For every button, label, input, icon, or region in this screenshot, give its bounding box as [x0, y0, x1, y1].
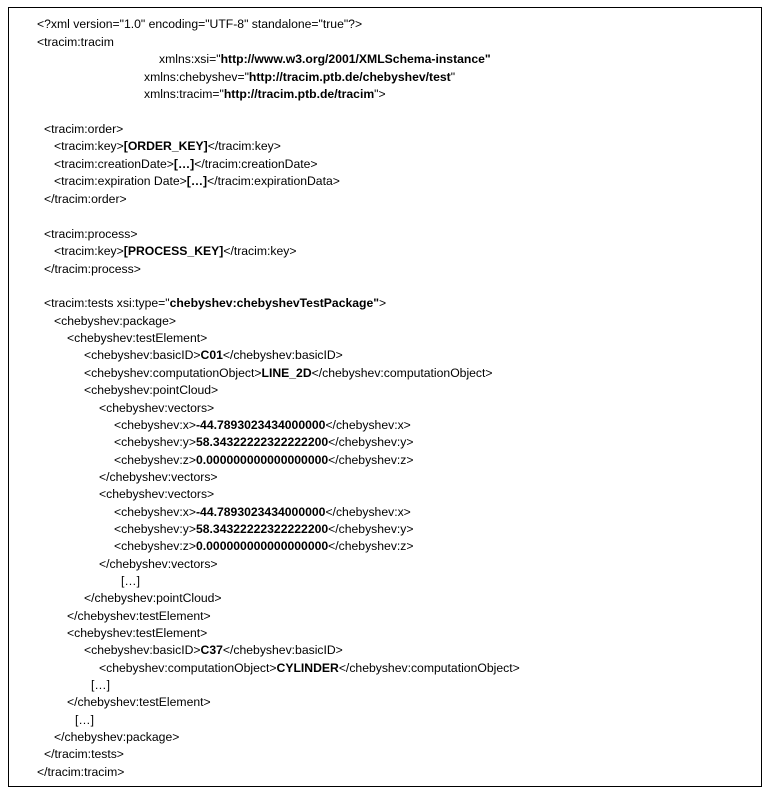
code-line [44, 121, 123, 138]
code-markup: <chebyshev:y> [114, 522, 196, 536]
code-line [91, 677, 110, 694]
code-markup: <chebyshev:vectors> [99, 401, 215, 415]
code-markup: </chebyshev:z> [328, 453, 414, 467]
code-markup: <chebyshev:computationObject> [84, 366, 262, 380]
code-line [37, 764, 124, 781]
code-value: -44.7893023434000000 [195, 418, 326, 432]
code-line [44, 295, 386, 312]
code-markup: </chebyshev:basicID> [222, 643, 343, 657]
code-markup: </tracim:creationDate> [194, 157, 318, 171]
code-markup: </chebyshev:testElement> [67, 609, 211, 623]
code-markup: </tracim:key> [223, 244, 297, 258]
code-value: 58.34322222322222200 [195, 435, 329, 449]
code-value: [PROCESS_KEY] [123, 244, 224, 258]
code-markup: </chebyshev:testElement> [67, 695, 211, 709]
code-markup: <tracim:key> [54, 139, 124, 153]
code-line [84, 347, 343, 364]
code-markup: <tracim:order> [44, 122, 124, 136]
code-line [67, 625, 207, 642]
code-markup: <tracim:tracim [37, 35, 114, 49]
code-line [114, 434, 414, 451]
code-line [44, 746, 124, 763]
code-value: chebyshev:chebyshevTestPackage" [169, 296, 380, 310]
code-markup: </chebyshev:vectors> [99, 557, 218, 571]
code-markup: <tracim:expiration Date> [54, 174, 187, 188]
code-markup: <tracim:key> [54, 244, 124, 258]
code-value: http://tracim.ptb.de/tracim [223, 87, 375, 101]
code-markup: <chebyshev:z> [114, 453, 196, 467]
code-markup: […] [121, 574, 140, 588]
code-line [54, 138, 281, 155]
code-line [121, 573, 140, 590]
code-markup: </chebyshev:y> [328, 522, 414, 536]
code-markup: </chebyshev:package> [54, 730, 180, 744]
code-line [114, 417, 411, 434]
code-markup: "> [374, 87, 386, 101]
code-line [44, 261, 141, 278]
code-markup: </chebyshev:computationObject> [338, 661, 520, 675]
code-markup: <tracim:tests xsi:type=" [44, 296, 170, 310]
code-markup: </tracim:process> [44, 262, 141, 276]
code-line [99, 660, 520, 677]
code-markup: </chebyshev:y> [328, 435, 414, 449]
code-markup: […] [75, 713, 94, 727]
code-value: C37 [200, 643, 223, 657]
code-markup: " [450, 70, 456, 84]
code-markup: <chebyshev:basicID> [84, 348, 201, 362]
code-markup: xmlns:chebyshev=" [144, 70, 249, 84]
code-markup: </tracim:expirationData> [207, 174, 340, 188]
xml-code-listing [9, 8, 761, 786]
code-markup: </chebyshev:basicID> [222, 348, 343, 362]
code-markup: </tracim:tracim> [37, 765, 125, 779]
code-markup: <chebyshev:testElement> [67, 331, 208, 345]
code-markup: <chebyshev:x> [114, 505, 196, 519]
code-line [84, 642, 343, 659]
code-markup: </chebyshev:x> [325, 505, 411, 519]
code-line [54, 173, 340, 190]
code-line [84, 590, 222, 607]
code-markup: <chebyshev:z> [114, 539, 196, 553]
code-line [114, 538, 414, 555]
code-line [54, 156, 318, 173]
code-markup: <chebyshev:vectors> [99, 487, 215, 501]
code-markup: </chebyshev:pointCloud> [84, 591, 222, 605]
xml-listing-frame [8, 7, 762, 787]
code-value: LINE_2D [261, 366, 312, 380]
code-markup: xmlns:tracim=" [144, 87, 224, 101]
code-value: http://www.w3.org/2001/XMLSchema-instance" [220, 52, 491, 66]
code-value: -44.7893023434000000 [195, 505, 326, 519]
code-value: […] [173, 157, 195, 171]
code-line [99, 400, 214, 417]
code-line [67, 608, 211, 625]
code-line [114, 452, 414, 469]
code-markup: </chebyshev:x> [325, 418, 411, 432]
code-value: CYLINDER [276, 661, 339, 675]
code-line [159, 51, 491, 68]
code-markup: </chebyshev:z> [328, 539, 414, 553]
code-markup: <?xml version="1.0" encoding="UTF-8" standalone="true"?> [37, 17, 363, 31]
code-markup: <chebyshev:basicID> [84, 643, 201, 657]
code-markup: <chebyshev:testElement> [67, 626, 208, 640]
code-line [54, 243, 296, 260]
code-markup: <tracim:process> [44, 227, 138, 241]
code-line [54, 313, 176, 330]
code-line [144, 69, 455, 86]
code-line [99, 469, 218, 486]
code-line [44, 191, 127, 208]
code-markup: <tracim:creationDate> [54, 157, 174, 171]
code-line [99, 486, 214, 503]
code-line [84, 382, 218, 399]
code-markup: </tracim:order> [44, 192, 127, 206]
code-line [37, 34, 114, 51]
code-value: 0.000000000000000000 [195, 453, 329, 467]
code-line [67, 694, 211, 711]
code-markup: xmlns:xsi=" [159, 52, 221, 66]
code-line [114, 521, 414, 538]
code-line [44, 226, 137, 243]
code-markup: > [379, 296, 387, 310]
code-line [75, 712, 94, 729]
code-value: 0.000000000000000000 [195, 539, 329, 553]
code-markup: </chebyshev:computationObject> [311, 366, 493, 380]
code-markup: <chebyshev:x> [114, 418, 196, 432]
code-markup: </chebyshev:vectors> [99, 470, 218, 484]
code-markup: <chebyshev:package> [54, 314, 176, 328]
code-line [54, 729, 179, 746]
code-value: http://tracim.ptb.de/chebyshev/test [248, 70, 451, 84]
code-line [84, 365, 493, 382]
code-line [67, 330, 207, 347]
code-markup: <chebyshev:pointCloud> [84, 383, 219, 397]
code-markup: <chebyshev:y> [114, 435, 196, 449]
code-line [114, 504, 411, 521]
code-line [37, 16, 362, 33]
code-markup: </tracim:tests> [44, 747, 124, 761]
code-value: 58.34322222322222200 [195, 522, 329, 536]
code-value: […] [186, 174, 208, 188]
code-line [99, 556, 218, 573]
code-markup: </tracim:key> [207, 139, 281, 153]
code-markup: <chebyshev:computationObject> [99, 661, 277, 675]
code-line [144, 86, 386, 103]
code-markup: […] [91, 678, 110, 692]
code-value: [ORDER_KEY] [123, 139, 208, 153]
code-value: C01 [200, 348, 223, 362]
